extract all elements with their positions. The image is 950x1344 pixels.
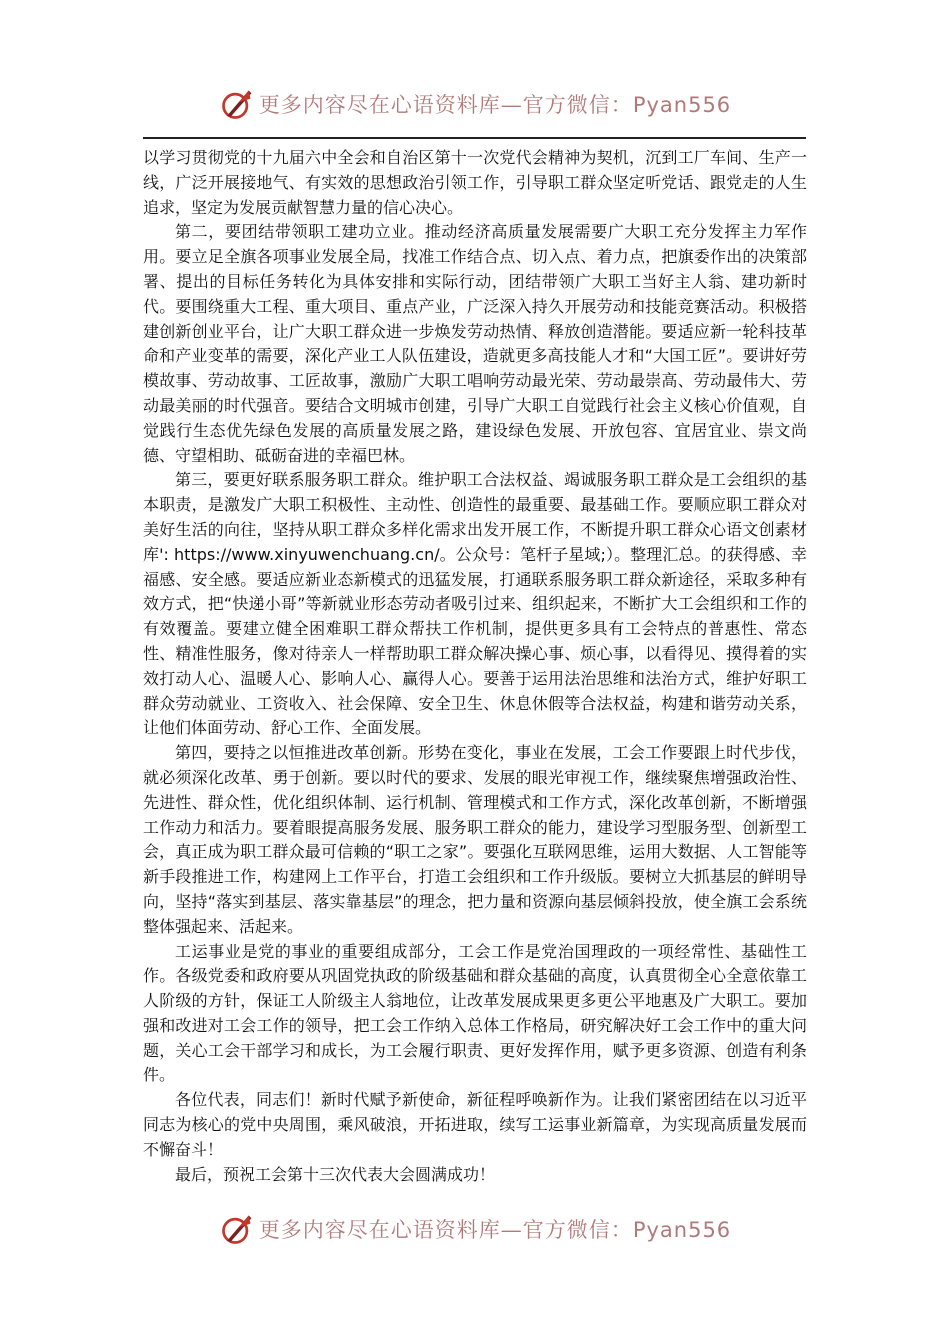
paragraph-closing-call: 各位代表，同志们！新时代赋予新使命，新征程呼唤新作为。让我们紧密团结在以习近平同志为核心的党中央周围，乘风破浪，开拓进取，续写工运事业新篇章，为实现高质量发展而不懈奋斗！ — [143, 1090, 807, 1159]
footer-banner — [0, 1207, 950, 1251]
quill-logo-icon — [219, 1211, 255, 1247]
quill-logo-icon — [219, 86, 255, 122]
paragraph-final-wish: 最后，预祝工会第十三次代表大会圆满成功！ — [175, 1164, 496, 1184]
document-body — [143, 146, 807, 1187]
header-divider — [143, 137, 806, 139]
wechat-id: Pyan556 — [632, 93, 732, 117]
paragraph-continuation: 以学习贯彻党的十九届六中全会和自治区第十一次党代会精神为契机，沉到工厂车间、生产一线，广泛开展接地气、有实效的思想政治引领工作，引导职工群众坚定听党话、跟党走的人生追求，坚定为发展贡献智慧力量的信心决心。 — [143, 148, 807, 217]
paragraph-second-task: 第二，要团结带领职工建功立业。推动经济高质量发展需要广大职工充分发挥主力军作用。要立足全旗各项事业发展全局，找准工作结合点、切入点、着力点，把旗委作出的决策部署、提出的目标任务转化为具体安排和实际行动，团结带领广大职工当好主人翁、建功新时代。要围绕重大工程、重大项目、重点产业，广泛深入持久开展劳动和技能竞赛活动。积极搭建创新创业平台，让广大职工群众进一步焕发劳动热情、释放创造潜能。要适应新一轮科技革命和产业变革的需要，深化产业工人队伍建设，造就更多高技能人才和“大国工匠”。要讲好劳模故事、劳动故事、工匠故事，激励广大职工唱响劳动最光荣、劳动最崇高、劳动最伟大、劳动最美丽的时代强音。要结合文明城市创建，引导广大职工自觉践行社会主义核心价值观，自觉践行生态优先绿色发展的高质量发展之路，建设绿色发展、开放包容、宜居宜业、崇文尚德、守望相助、砥砺奋进的幸福巴林。 — [143, 222, 807, 465]
wechat-id: Pyan556 — [632, 1218, 732, 1242]
paragraph-party-leadership: 工运事业是党的事业的重要组成部分，工会工作是党治国理政的一项经常性、基础性工作。各级党委和政府要从巩固党执政的阶级基础和群众基础的高度，认真贯彻全心全意依靠工人阶级的方针，保证工人阶级主人翁地位，让改革发展成果更多更公平地惠及广大职工。要加强和改进对工会工作的领导，把工会工作纳入总体工作格局，研究解决好工会工作中的重大问题，关心工会干部学习和成长，为工会履行职责、更好发挥作用，赋予更多资源、创造有利条件。 — [143, 941, 807, 1085]
banner-text: 更多内容尽在心语资料库—官方微信：Pyan556 — [258, 1218, 732, 1242]
paragraph-fourth-task: 第四，要持之以恒推进改革创新。形势在变化，事业在发展，工会工作要跟上时代步伐，就必须深化改革、勇于创新。要以时代的要求、发展的眼光审视工作，继续聚焦增强政治性、先进性、群众性，优化组织体制、运行机制、管理模式和工作方式，深化改革创新，不断增强工作动力和活力。要着眼提高服务发展、服务职工群众的能力，建设学习型服务型、创新型工会，真正成为职工群众最可信赖的“职工之家”。要强化互联网思维，运用大数据、人工智能等新手段推进工作，构建网上工作平台，打造工会组织和工作升级版。要树立大抓基层的鲜明导向，坚持“落实到基层、落实靠基层”的理念，把力量和资源向基层倾斜投放，使全旗工会系统整体强起来、活起来。 — [143, 743, 807, 936]
paragraph-third-task: 第三，要更好联系服务职工群众。维护职工合法权益、竭诚服务职工群众是工会组织的基本职责，是激发广大职工积极性、主动性、创造性的最重要、最基础工作。要顺应职工群众对美好生活的向往，坚持从职工群众多样化需求出发开展工作，不断提升职工群众心语文创素材库': https://www.xinyuwenchuang.cn/。公众号：笔杆子星域;）。整理汇总。的获得感、幸福感、安全感。要适应新业态新模式的迅猛发展，打通联系服务职工群众新途径，采取多种有效方式，把“快递小哥”等新就业形态劳动者吸引过来、组织起来，不断扩大工会组织和工作的有效覆盖。要建立健全困难职工群众帮扶工作机制，提供更多具有工会特点的普惠性、常态性、精准性服务，像对待亲人一样帮助职工群众解决操心事、烦心事，以看得见、摸得着的实效打动人心、温暖人心、影响人心、赢得人心。要善于运用法治思维和法治方式，维护好职工群众劳动就业、工资收入、社会保障、安全卫生、休息休假等合法权益，构建和谐劳动关系，让他们体面劳动、舒心工作、全面发展。 — [143, 470, 807, 738]
header-banner — [0, 82, 950, 126]
banner-text: 更多内容尽在心语资料库—官方微信：Pyan556 — [258, 93, 732, 117]
